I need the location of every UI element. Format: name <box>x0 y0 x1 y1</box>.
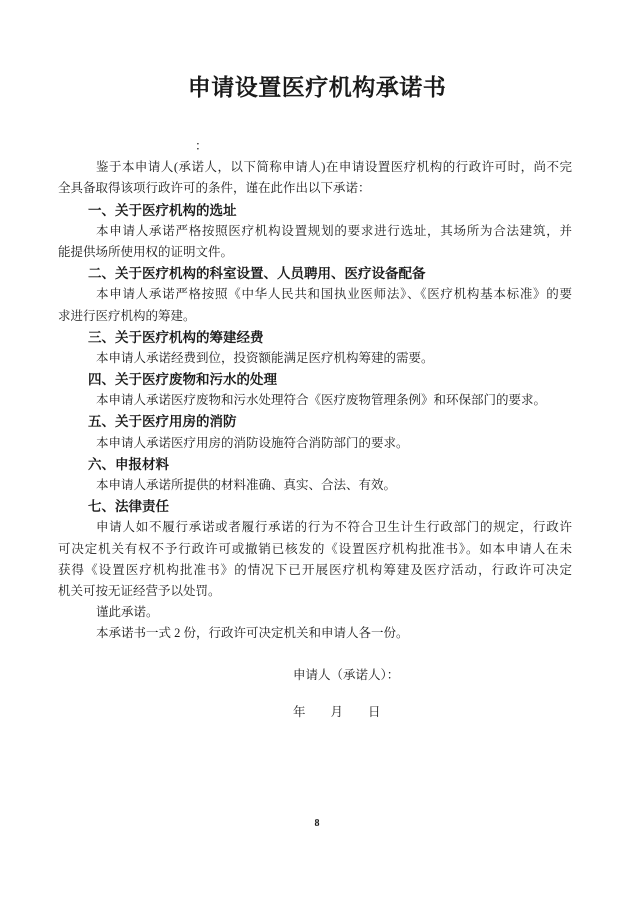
paragraph-line: 本申请人承诺严格按照《中华人民共和国执业医师法》、《医疗机构基本标准》的要 <box>96 287 572 302</box>
document-content <box>58 136 572 723</box>
section-heading: 二、关于医疗机构的科室设置、人员聘用、医疗设备配备 <box>88 266 426 282</box>
document-title: 申请设置医疗机构承诺书 <box>187 74 447 100</box>
paragraph-line: 获得《设置医疗机构批准书》的情况下已开展医疗机构筹建及医疗活动，行政许可决定 <box>58 562 572 577</box>
paragraph-line: 本申请人承诺所提供的材料准确、真实、合法、有效。 <box>96 478 397 492</box>
recipient-colon: ： <box>195 139 208 153</box>
paragraph-line: 鉴于本申请人(承诺人，以下简称申请人)在申请设置医疗机构的行政许可时，尚不完 <box>96 160 572 175</box>
paragraph-line: 本申请人承诺医疗废物和污水处理符合《医疗废物管理条例》和环保部门的要求。 <box>96 393 547 408</box>
section-heading: 三、关于医疗机构的筹建经费 <box>88 329 264 345</box>
section-heading: 四、关于医疗废物和污水的处理 <box>88 372 277 388</box>
paragraph-line: 谨此承诺。 <box>96 605 159 620</box>
paragraph-line: 本承诺书一式 2 份，行政许可决定机关和申请人各一份。 <box>96 626 409 641</box>
page-number: 8 <box>314 818 320 829</box>
paragraph-line: 可决定机关有权不予行政许可或撤销已核发的《设置医疗机构批准书》。如本申请人在未 <box>58 541 572 556</box>
section-heading: 七、法律责任 <box>88 499 169 515</box>
section-heading: 一、关于医疗机构的选址 <box>88 202 237 218</box>
document-body <box>58 157 572 644</box>
paragraph-line: 全具备取得该项行政许可的条件，谨在此作出以下承诺： <box>58 181 371 196</box>
paragraph-line: 机关可按无证经营予以处罚。 <box>58 583 221 598</box>
paragraph-line: 本申请人承诺经费到位，投资额能满足医疗机构筹建的需要。 <box>96 350 434 365</box>
signature-block <box>58 665 572 723</box>
date-line: 年 月 日 <box>293 704 381 719</box>
paragraph-line: 能提供场所使用权的证明文件。 <box>58 244 234 259</box>
paragraph-line: 本申请人承诺医疗用房的消防设施符合消防部门的要求。 <box>96 435 409 450</box>
paragraph-line: 本申请人承诺严格按照医疗机构设置规划的要求进行选址，其场所为合法建筑，并 <box>96 223 572 238</box>
paragraph-line: 求进行医疗机构的筹建。 <box>58 308 196 323</box>
section-heading: 五、关于医疗用房的消防 <box>88 414 237 430</box>
section-heading: 六、申报材料 <box>88 456 169 472</box>
paragraph-line: 申请人如不履行承诺或者履行承诺的行为不符合卫生计生行政部门的规定，行政许 <box>96 520 572 535</box>
applicant-signature-label: 申请人（承诺人）： <box>293 667 400 682</box>
